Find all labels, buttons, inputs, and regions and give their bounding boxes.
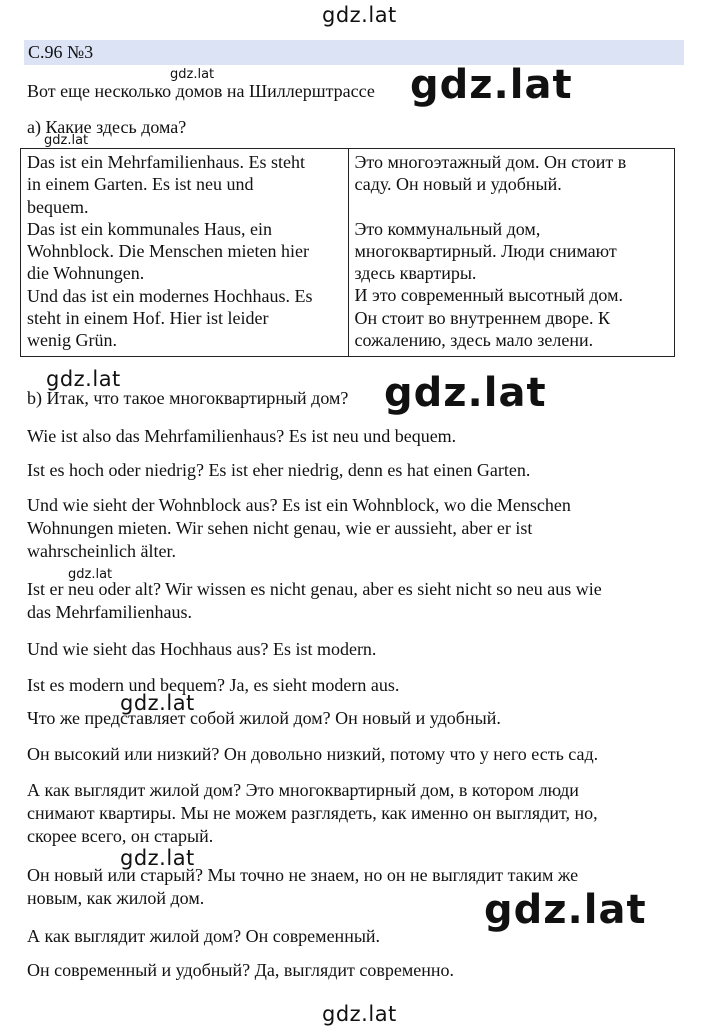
watermark-large: gdz.lat bbox=[410, 62, 573, 108]
answer-paragraph: Und wie sieht der Wohnblock aus? Es ist ein Wohnblock, wo die Menschen Wohnungen mieten. Wir sehen nicht genau, wie er aussieht, aber er ist wahrscheinlich älter. bbox=[27, 495, 571, 561]
answer-paragraph: А как выглядит жилой дом? Он современный. bbox=[27, 926, 381, 946]
answer-paragraph: Что же представляет собой жилой дом? Он новый и удобный. bbox=[27, 708, 501, 728]
answer-paragraph: Он новый или старый? Мы точно не знаем, но он не выглядит таким же новым, как жилой дом. bbox=[27, 865, 579, 908]
watermark-bottom: gdz.lat bbox=[322, 1002, 397, 1026]
russian-paragraph: Это многоэтажный дом. Он стоит в саду. Он новый и удобный. bbox=[354, 152, 627, 195]
page-header: С.96 №3 bbox=[24, 40, 684, 65]
answer-paragraph: Ist er neu oder alt? Wir wissen es nicht genau, aber es sieht nicht so neu aus wie das Mehrfamilienhaus. bbox=[27, 579, 602, 622]
watermark-medium: gdz.lat bbox=[46, 367, 121, 391]
russian-paragraph: Это коммунальный дом, многоквартирный. Люди снимают здесь квартиры. bbox=[354, 218, 617, 284]
german-paragraph: Das ist ein Mehrfamilienhaus. Es steht in einem Garten. Es ist neu und bequem. bbox=[27, 152, 305, 217]
russian-paragraph: И это современный высотный дом. Он стоит во внутреннем дворе. К сожалению, здесь мало зелени. bbox=[354, 285, 623, 351]
answer-paragraph: Wie ist also das Mehrfamilienhaus? Es ist neu und bequem. bbox=[27, 426, 457, 446]
translation-table bbox=[20, 148, 675, 357]
watermark-top: gdz.lat bbox=[322, 3, 397, 27]
russian-column bbox=[348, 149, 675, 357]
answer-paragraph: Und wie sieht das Hochhaus aus? Es ist modern. bbox=[27, 639, 377, 659]
watermark-large: gdz.lat bbox=[484, 887, 647, 933]
german-column bbox=[21, 149, 349, 357]
answer-paragraph: А как выглядит жилой дом? Это многоквартирный дом, в котором люди снимают квартиры. Мы не можем разглядеть, как именно он выглядит, но, скорее всего, он старый. bbox=[27, 780, 598, 846]
intro-text: Вот еще несколько домов на Шиллерштрассе bbox=[27, 81, 375, 101]
answer-paragraph: Он современный и удобный? Да, выглядит современно. bbox=[27, 960, 455, 980]
table-row bbox=[21, 149, 675, 357]
watermark-medium: gdz.lat bbox=[120, 846, 195, 870]
watermark-small: gdz.lat bbox=[170, 67, 215, 82]
section-b-heading: b) Итак, что такое многоквартирный дом? bbox=[27, 388, 349, 408]
watermark-small: gdz.lat bbox=[68, 567, 113, 582]
answer-paragraph: Ist es hoch oder niedrig? Es ist eher niedrig, denn es hat einen Garten. bbox=[27, 460, 531, 480]
answer-paragraph: Ist es modern und bequem? Ja, es sieht modern aus. bbox=[27, 675, 400, 695]
answer-paragraph: Он высокий или низкий? Он довольно низкий, потому что у него есть сад. bbox=[27, 744, 599, 764]
watermark-large: gdz.lat bbox=[384, 370, 547, 416]
section-a-heading: а) Какие здесь дома? bbox=[27, 117, 187, 137]
german-paragraph: Und das ist ein modernes Hochhaus. Es steht in einem Hof. Hier ist leider wenig Grün. bbox=[27, 285, 313, 351]
watermark-medium: gdz.lat bbox=[120, 691, 195, 715]
german-paragraph: Das ist ein kommunales Haus, ein Wohnblock. Die Menschen mieten hier die Wohnungen. bbox=[27, 218, 309, 284]
watermark-small: gdz.lat bbox=[44, 133, 89, 148]
